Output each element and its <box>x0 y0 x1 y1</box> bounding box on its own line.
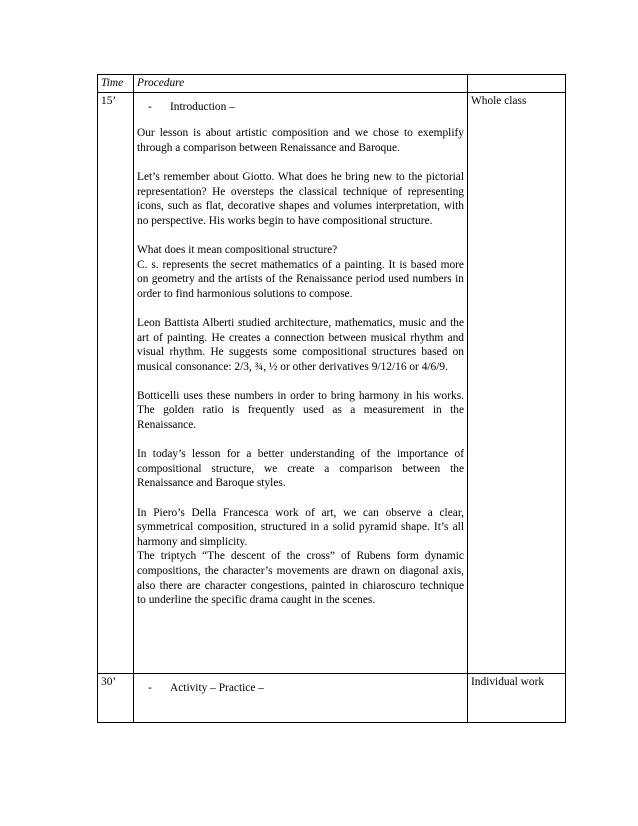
paragraph: In today’s lesson for a better understanding of the importance of compositional structure, we create a comparison between the Renaissance and Baroque styles. <box>137 448 464 490</box>
header-procedure: Procedure <box>134 75 468 93</box>
table-header-row <box>98 75 566 93</box>
section-heading-text: Activity – Practice – <box>170 681 264 694</box>
header-time: Time <box>98 75 134 93</box>
dash-marker: - <box>148 681 152 694</box>
dash-marker: - <box>148 100 152 113</box>
row-mode: Individual work <box>468 673 566 722</box>
paragraph: The triptych “The descent of the cross” of Rubens form dynamic compositions, the character’s movements are drawn on diagonal axis, also there are character congestions, painted in chiaroscuro technique to underline the specific drama caught in the scenes. <box>137 550 464 607</box>
table-row <box>98 673 566 722</box>
row-time: 15’ <box>98 92 134 673</box>
paragraph: In Piero’s Della Francesca work of art, we can observe a clear, symmetrical composition, structured in a solid pyramid shape. It’s all harmony and simplicity. <box>137 506 464 548</box>
row-mode: Whole class <box>468 92 566 673</box>
table-row <box>98 92 566 673</box>
paragraph: Leon Battista Alberti studied architecture, mathematics, music and the art of painting. He creates a connection between musical rhythm and visual rhythm. He suggests some compositional structures based on musical consonance: 2/3, ¾, ½ or other derivatives 9/12/16 or 4/6/9. <box>137 316 464 373</box>
paragraph: Let’s remember about Giotto. What does he bring new to the pictorial representation? He oversteps the classical technique of representing icons, such as flat, decorative shapes and volumes interpretation, with no perspective. His works begin to have compositional structure. <box>137 170 464 227</box>
paragraph: What does it mean compositional structure? <box>137 243 338 256</box>
paragraph: Botticelli uses these numbers in order to bring harmony in his works. The golden ratio is frequently used as a measurement in the Renaissance. <box>137 389 464 432</box>
section-heading-text: Introduction – <box>170 100 235 113</box>
row-time: 30’ <box>98 673 134 722</box>
paragraph: Our lesson is about artistic composition and we chose to exemplify through a comparison between Renaissance and Baroque. <box>137 127 464 154</box>
header-mode <box>468 75 566 93</box>
row-procedure <box>134 92 468 673</box>
paragraph: C. s. represents the secret mathematics of a painting. It is based more on geometry and the artists of the Renaissance period used numbers in order to find harmonious solutions to compose. <box>137 258 464 300</box>
section-heading <box>137 100 464 115</box>
section-heading <box>137 681 464 696</box>
lesson-plan-table <box>97 74 566 723</box>
row-procedure <box>134 673 468 722</box>
